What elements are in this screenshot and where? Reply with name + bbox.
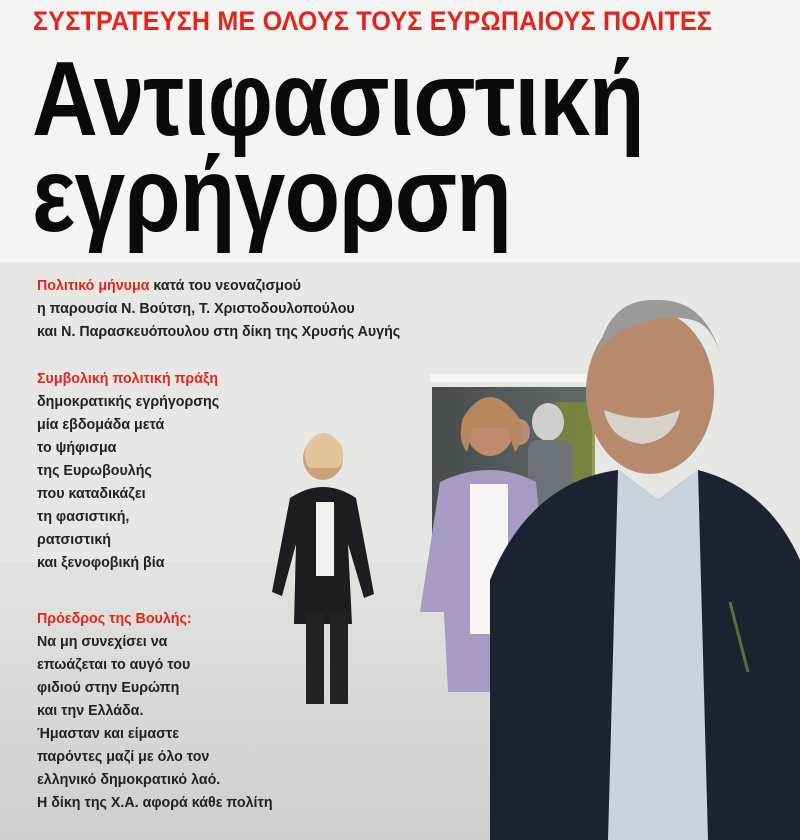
text-block-parliament-president [37,607,273,814]
block2-line: που καταδικάζει [37,485,146,502]
header-area [0,0,800,262]
block2-line: μία εβδομάδα μετά [37,416,165,433]
block2-line: το ψήφισμα [37,439,117,456]
headline-line-1: Αντιφασιστική [32,40,644,158]
block2-line: δημοκρατικής εγρήγορσης [37,393,220,410]
block3-line: ελληνικό δημοκρατικό λαό. [37,771,221,788]
block1-line-3: και Ν. Παρασκευόπουλου στη δίκη της Χρυσής Αυγής [37,323,401,340]
headline-line-2: εγρήγορση [32,136,512,254]
text-block-symbolic-act [37,367,219,574]
block2-line: και ξενοφοβική βία [37,554,165,571]
kicker: ΣΥΣΤΡΑΤΕΥΣΗ ΜΕ ΟΛΟΥΣ ΤΟΥΣ ΕΥΡΩΠΑΙΟΥΣ ΠΟΛΙΤΕΣ [33,6,713,36]
block1-line-2: η παρουσία Ν. Βούτση, Τ. Χριστοδουλοπούλου [37,300,355,317]
block3-line: Η δίκη της Χ.Α. αφορά κάθε πολίτη [37,794,273,811]
lead-parliament-president: Πρόεδρος της Βουλής: [37,610,192,627]
block3-line: και την Ελλάδα. [37,702,144,719]
block2-line: ρατσιστική [37,531,111,548]
text-block-political-message [37,274,400,343]
lead-political-message: Πολιτικό μήνυμα [37,277,150,294]
block3-line: φιδιού στην Ευρώπη [37,679,180,696]
block3-line: Ήμασταν και είμαστε [37,725,179,742]
block3-line: επωάζεται το αυγό του [37,656,191,673]
block2-line: της Ευρωβουλής [37,462,152,479]
block3-line: παρόντες μαζί με όλο τον [37,748,210,765]
block2-line: τη φασιστική, [37,508,130,525]
lead-symbolic-act: Συμβολική πολιτική πράξη [37,370,219,387]
block1-line-1-rest: κατά του νεοναζισμού [149,277,301,294]
block3-line: Να μη συνεχίσει να [37,633,168,650]
